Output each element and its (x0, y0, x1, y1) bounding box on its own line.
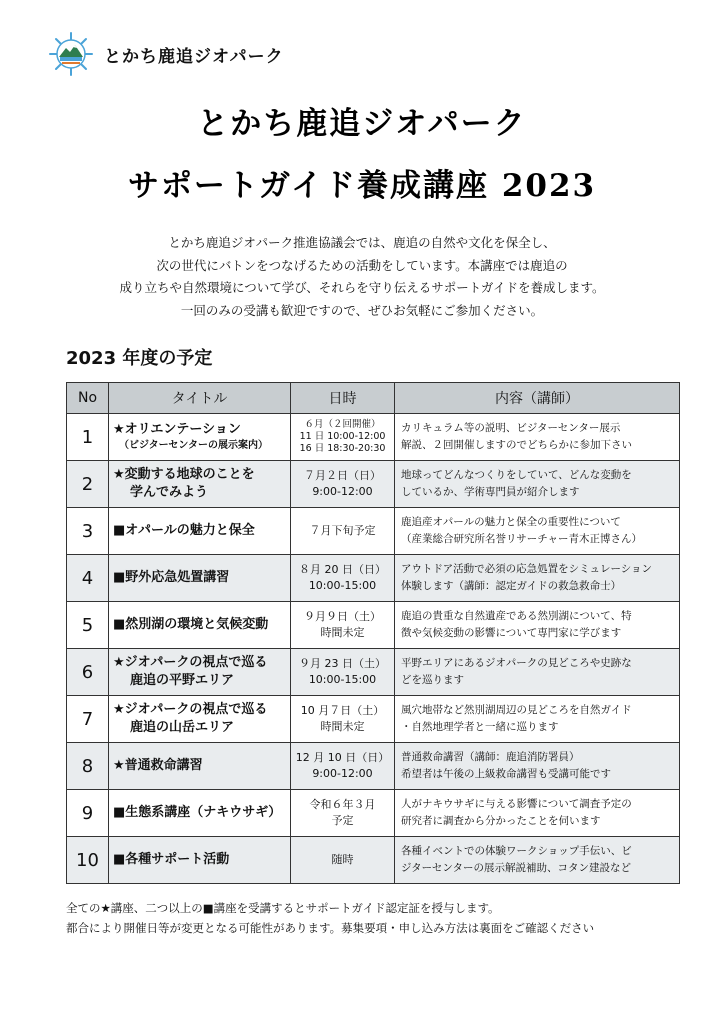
row-title-line: 鹿追の山岳エリア (130, 720, 235, 735)
row-number: 5 (67, 602, 109, 649)
row-datetime-line: 12 月 10 日（日） (295, 751, 390, 764)
row-content-cell (395, 743, 680, 790)
row-title-cell (109, 743, 291, 790)
intro-line: とかち鹿追ジオパーク推進協議会では、鹿追の自然や文化を保全し、 (168, 235, 556, 250)
row-datetime-line: 随時 (331, 853, 354, 866)
row-title-line: ■然別湖の環境と気候変動 (113, 617, 269, 632)
row-content-line: 体験します（講師：認定ガイドの救急救命士） (401, 580, 622, 592)
row-datetime-line: 10:00-15:00 (308, 673, 377, 686)
row-datetime-cell (291, 461, 395, 508)
row-datetime-line: 16 日 18:30-20:30 (299, 443, 386, 454)
row-datetime-line: ９月９日（土） (304, 610, 381, 623)
footer-note: 全ての★講座、二つ以上の■講座を受講するとサポートガイド認定証を授与します。 (66, 901, 500, 915)
row-number: 2 (67, 461, 109, 508)
row-content-line: ・自然地理学者と一緒に巡ります (401, 721, 559, 733)
row-datetime-cell (291, 414, 395, 461)
row-content-line: 鹿追産オパールの魅力と保全の重要性について (401, 516, 621, 528)
schedule-heading: 2023 年度の予定 (66, 348, 213, 369)
row-datetime-cell (291, 602, 395, 649)
row-number: 6 (67, 649, 109, 696)
row-title-line: ★変動する地球のことを (113, 467, 255, 482)
row-title-line: ★普通救命講習 (113, 758, 203, 773)
row-content-cell (395, 790, 680, 837)
row-datetime-cell (291, 790, 395, 837)
row-title-line: ★ジオパークの視点で巡る (113, 702, 268, 717)
row-datetime-line: 10:00-15:00 (308, 579, 377, 592)
row-datetime-line: 9:00-12:00 (312, 767, 373, 780)
row-datetime-line: 10 月７日（土） (300, 704, 385, 717)
row-content-line: 研究者に調査から分かったことを伺います (401, 815, 601, 827)
row-datetime-line: 令和６年３月 (309, 798, 376, 811)
row-datetime-line: ６月（２回開催） (304, 419, 381, 430)
row-datetime-cell (291, 696, 395, 743)
column-header-content: 内容（講師） (395, 383, 680, 414)
table-row (67, 696, 680, 743)
row-title-cell (109, 790, 291, 837)
row-content-line: 普通救命講習（講師：鹿追消防署員） (401, 751, 580, 763)
intro-text (0, 232, 724, 322)
row-title-line: ■オパールの魅力と保全 (113, 523, 255, 538)
row-title-line: ■各種サポート活動 (113, 852, 230, 867)
row-datetime-line: 時間未定 (320, 626, 365, 639)
row-content-line: 各種イベントでの体験ワークショップ手伝い、ビ (401, 845, 632, 857)
column-header-no: No (67, 383, 109, 414)
row-content-line: （産業総合研究所名誉リサーチャー青木正博さん） (401, 533, 642, 545)
footer-notes (66, 898, 594, 938)
row-content-line: 平野エリアにあるジオパークの見どころや史跡な (401, 657, 632, 669)
row-title-cell (109, 508, 291, 555)
row-content-line: 風穴地帯など然別湖周辺の見どころを自然ガイド (401, 704, 632, 716)
row-content-cell (395, 555, 680, 602)
row-content-line: しているか、学術専門員が紹介します (401, 486, 580, 498)
row-number: 10 (67, 837, 109, 884)
row-datetime-line: 9:00-12:00 (312, 485, 373, 498)
row-datetime-cell (291, 555, 395, 602)
table-row (67, 508, 680, 555)
row-datetime-line: ７月２日（日） (304, 469, 381, 482)
table-header-row (67, 383, 680, 414)
row-content-line: 鹿追の貴重な自然遺産である然別湖について、特 (401, 610, 632, 622)
row-content-cell (395, 461, 680, 508)
row-content-cell (395, 696, 680, 743)
row-datetime-line: ７月下旬予定 (309, 524, 376, 537)
intro-line: 次の世代にバトンをつなげるための活動をしています。本講座では鹿追の (156, 257, 568, 273)
row-number: 9 (67, 790, 109, 837)
row-datetime-line: ９月 23 日（土） (299, 657, 386, 670)
page-title-line2: サポートガイド養成講座 2023 (127, 168, 597, 204)
row-title-cell (109, 555, 291, 602)
row-content-cell (395, 414, 680, 461)
table-row (67, 555, 680, 602)
row-content-cell (395, 602, 680, 649)
table-row (67, 743, 680, 790)
row-content-line: 地球ってどんなつくりをしていて、どんな変動を (401, 469, 632, 481)
row-title-cell (109, 602, 291, 649)
row-content-line: 希望者は午後の上級救命講習も受講可能です (401, 768, 611, 780)
row-title-line: ■生態系講座（ナキウサギ） (113, 805, 282, 820)
column-header-title: タイトル (109, 383, 291, 414)
row-datetime-line: 11 日 10:00-12:00 (299, 431, 386, 442)
row-number: 7 (67, 696, 109, 743)
header-logo-row (48, 30, 284, 78)
row-title-line: 鹿追の平野エリア (130, 673, 235, 688)
row-title-line: ■野外応急処置講習 (113, 570, 230, 585)
row-subtitle: （ビジターセンターの展示案内） (119, 440, 268, 451)
row-title-cell (109, 649, 291, 696)
table-row (67, 790, 680, 837)
footer-note: 都合により開催日等が変更となる可能性があります。募集要項・申し込み方法は裏面をご確認ください (66, 921, 595, 935)
row-content-line: 人がナキウサギに与える影響について調査予定の (401, 798, 632, 810)
row-datetime-line: ８月 20 日（日） (299, 563, 386, 576)
row-title-line: ★オリエンテーション (113, 422, 241, 437)
column-header-datetime: 日時 (291, 383, 395, 414)
schedule-table (66, 382, 680, 884)
row-content-line: ジターセンターの展示解説補助、コタン建設など (401, 862, 631, 874)
row-datetime-line: 予定 (331, 814, 354, 827)
row-datetime-cell (291, 743, 395, 790)
row-content-line: どを巡ります (401, 674, 464, 686)
row-number: 8 (67, 743, 109, 790)
row-content-line: カリキュラム等の説明、ビジターセンター展示 (401, 422, 621, 434)
row-datetime-line: 時間未定 (320, 720, 365, 733)
row-title-cell (109, 414, 291, 461)
geopark-logo-icon (48, 31, 94, 77)
row-content-line: 解説、２回開催しますのでどちらかに参加下さい (401, 439, 632, 451)
table-row (67, 461, 680, 508)
row-number: 3 (67, 508, 109, 555)
org-name: とかち鹿追ジオパーク (104, 46, 284, 67)
intro-line: 一回のみの受講も歓迎ですので、ぜひお気軽にご参加ください。 (180, 302, 544, 318)
row-title-cell (109, 696, 291, 743)
row-content-line: アウトドア活動で必須の応急処置をシミュレーション (401, 563, 653, 575)
row-title-line: 学んでみよう (130, 485, 209, 500)
row-datetime-cell (291, 649, 395, 696)
row-content-cell (395, 508, 680, 555)
row-datetime-cell (291, 837, 395, 884)
row-content-cell (395, 649, 680, 696)
schedule-body (67, 414, 680, 884)
row-number: 1 (67, 414, 109, 461)
row-datetime-cell (291, 508, 395, 555)
intro-line: 成り立ちや自然環境について学び、それらを守り伝えるサポートガイドを養成します。 (119, 280, 605, 295)
page-title-line1: とかち鹿追ジオパーク (197, 106, 527, 142)
row-title-line: ★ジオパークの視点で巡る (113, 655, 268, 670)
row-number: 4 (67, 555, 109, 602)
row-title-cell (109, 461, 291, 508)
row-content-cell (395, 837, 680, 884)
table-row (67, 837, 680, 884)
table-row (67, 602, 680, 649)
row-content-line: 徴や気候変動の影響について専門家に学びます (401, 627, 622, 639)
table-row (67, 649, 680, 696)
table-row (67, 414, 680, 461)
row-title-cell (109, 837, 291, 884)
